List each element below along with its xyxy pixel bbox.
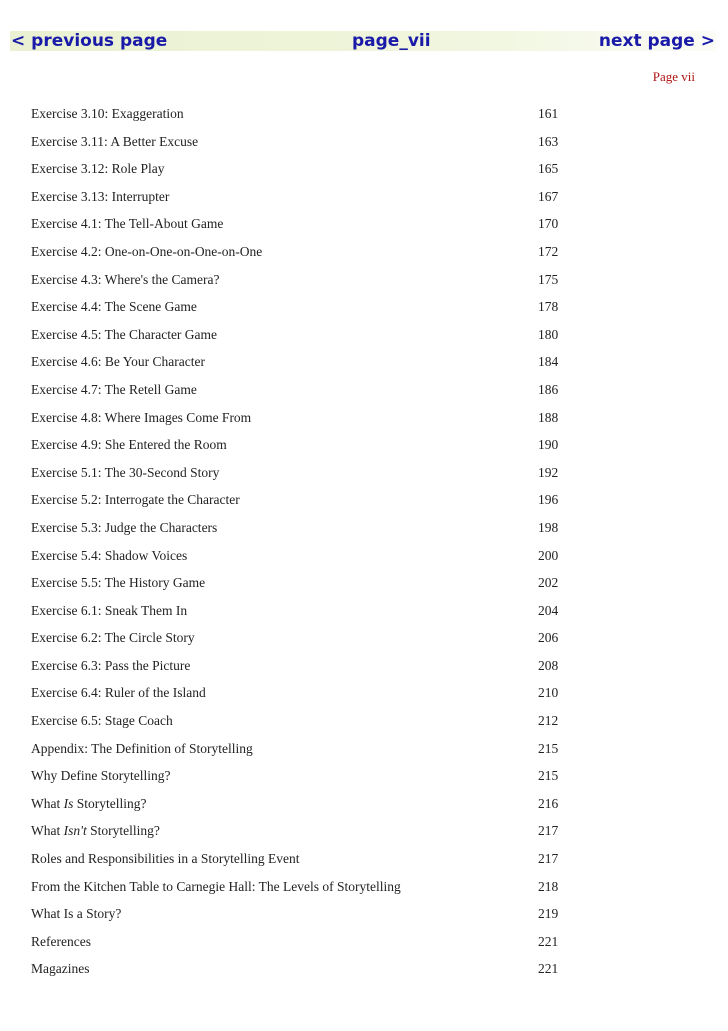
toc-entry-page-number: 167	[538, 188, 559, 204]
toc-row	[31, 741, 591, 769]
toc-entry-page-number: 215	[538, 768, 559, 784]
toc-row	[31, 327, 591, 355]
toc-entry-page-number: 215	[538, 740, 559, 756]
toc-row	[31, 575, 591, 603]
toc-entry-page-number: 200	[538, 547, 559, 563]
toc-entry-title-text: What	[31, 795, 64, 811]
toc-entry-title-emphasis: Is	[63, 795, 74, 811]
page-title: page_vii	[352, 31, 431, 51]
toc-entry-title-text: Storytelling?	[86, 823, 160, 839]
toc-entry-page-number: 165	[538, 161, 559, 177]
toc-row	[31, 713, 591, 741]
toc-entry-title[interactable]: Why Define Storytelling?	[31, 768, 171, 784]
toc-entry-page-number: 198	[538, 519, 559, 535]
toc-row	[31, 244, 591, 272]
toc-entry-title[interactable]: Exercise 5.5: The History Game	[31, 575, 206, 591]
toc-entry-page-number: 212	[538, 713, 559, 729]
toc-entry-page-number: 218	[538, 878, 559, 894]
toc-row	[31, 299, 591, 327]
toc-row	[31, 906, 591, 934]
toc-row	[31, 437, 591, 465]
toc-row	[31, 354, 591, 382]
toc-entry-title[interactable]: Exercise 6.1: Sneak Them In	[31, 602, 188, 618]
toc-entry-page-number: 163	[538, 133, 559, 149]
toc-entry-title[interactable]: Exercise 6.2: The Circle Story	[31, 630, 195, 646]
toc-row	[31, 189, 591, 217]
toc-entry-page-number: 188	[538, 409, 559, 425]
toc-row	[31, 410, 591, 438]
toc-entry-title[interactable]: Exercise 3.11: A Better Excuse	[31, 133, 199, 149]
toc-row	[31, 630, 591, 658]
toc-entry-title[interactable]: Exercise 4.8: Where Images Come From	[31, 409, 252, 425]
toc-entry-page-number: 221	[538, 933, 559, 949]
toc-entry-title[interactable]: Exercise 4.4: The Scene Game	[31, 299, 197, 315]
toc-entry-title[interactable]: Exercise 6.5: Stage Coach	[31, 713, 173, 729]
toc-entry-title[interactable]: Exercise 4.5: The Character Game	[31, 326, 218, 342]
toc-row	[31, 685, 591, 713]
toc-row	[31, 961, 591, 989]
toc-entry-title-text: What	[31, 823, 64, 839]
toc-entry-page-number: 216	[538, 795, 559, 811]
toc-row	[31, 768, 591, 796]
toc-entry-title[interactable]: Exercise 4.9: She Entered the Room	[31, 437, 227, 453]
toc-row	[31, 879, 591, 907]
toc-entry-title[interactable]: Exercise 3.10: Exaggeration	[31, 106, 184, 121]
toc-entry-title[interactable]: Appendix: The Definition of Storytelling	[31, 740, 253, 756]
toc-entry-page-number: 190	[538, 437, 559, 453]
toc-row	[31, 465, 591, 493]
toc-row	[31, 106, 591, 134]
table-of-contents	[31, 106, 591, 989]
toc-entry-title-text: Storytelling?	[73, 795, 147, 811]
toc-entry-title-emphasis: Isn't	[63, 823, 87, 839]
toc-row	[31, 161, 591, 189]
toc-entry-page-number: 178	[538, 299, 559, 315]
toc-entry-page-number: 184	[538, 354, 559, 370]
next-page-link[interactable]: next page >	[598, 31, 715, 51]
toc-entry-page-number: 170	[538, 216, 559, 232]
toc-entry-title[interactable]	[31, 823, 160, 839]
toc-entry-title[interactable]	[31, 796, 147, 812]
toc-entry-page-number: 204	[538, 602, 559, 618]
toc-entry-title[interactable]: Exercise 5.2: Interrogate the Character	[31, 492, 240, 508]
toc-entry-title[interactable]: Exercise 3.13: Interrupter	[31, 188, 170, 204]
toc-entry-page-number: 180	[538, 326, 559, 342]
toc-row	[31, 520, 591, 548]
toc-row	[31, 851, 591, 879]
page-number-label: Page vii	[652, 69, 695, 84]
toc-entry-title[interactable]: Exercise 4.3: Where's the Camera?	[31, 271, 220, 287]
toc-entry-page-number: 210	[538, 685, 559, 701]
toc-entry-title[interactable]: References	[31, 933, 91, 949]
toc-entry-page-number: 208	[538, 657, 559, 673]
toc-entry-title[interactable]: Exercise 4.1: The Tell-About Game	[31, 216, 224, 232]
toc-entry-page-number: 221	[538, 961, 559, 977]
toc-row	[31, 934, 591, 962]
previous-page-link[interactable]: < previous page	[11, 31, 168, 51]
toc-entry-page-number: 219	[538, 906, 559, 922]
toc-entry-page-number: 196	[538, 492, 559, 508]
toc-row	[31, 272, 591, 300]
toc-entry-title[interactable]: Exercise 5.4: Shadow Voices	[31, 547, 188, 563]
toc-entry-title[interactable]: Exercise 5.1: The 30-Second Story	[31, 464, 220, 480]
toc-row	[31, 603, 591, 631]
toc-row	[31, 382, 591, 410]
toc-entry-page-number: 186	[538, 381, 559, 397]
toc-row	[31, 796, 591, 824]
toc-row	[31, 548, 591, 576]
toc-entry-title[interactable]: Roles and Responsibilities in a Storytelling Event	[31, 851, 300, 867]
toc-entry-title[interactable]: From the Kitchen Table to Carnegie Hall: The Levels of Storytelling	[31, 878, 401, 894]
toc-entry-page-number: 175	[538, 271, 559, 287]
toc-entry-title[interactable]: Exercise 3.12: Role Play	[31, 161, 165, 177]
toc-entry-page-number: 217	[538, 823, 559, 839]
toc-row	[31, 134, 591, 162]
toc-entry-title[interactable]: Exercise 6.3: Pass the Picture	[31, 657, 191, 673]
toc-entry-title[interactable]: Exercise 4.7: The Retell Game	[31, 381, 197, 397]
toc-entry-page-number: 217	[538, 851, 559, 867]
toc-entry-page-number: 206	[538, 630, 559, 646]
toc-row	[31, 658, 591, 686]
toc-entry-page-number: 192	[538, 464, 559, 480]
toc-entry-title[interactable]: Exercise 6.4: Ruler of the Island	[31, 685, 206, 701]
toc-entry-page-number: 161	[538, 106, 559, 121]
toc-entry-title[interactable]: Exercise 4.2: One-on-One-on-One-on-One	[31, 243, 263, 259]
toc-row	[31, 823, 591, 851]
toc-entry-title[interactable]: Exercise 4.6: Be Your Character	[31, 354, 205, 370]
toc-row	[31, 216, 591, 244]
toc-entry-title[interactable]: Magazines	[31, 961, 90, 977]
toc-row	[31, 492, 591, 520]
toc-entry-page-number: 202	[538, 575, 559, 591]
toc-entry-title[interactable]: Exercise 5.3: Judge the Characters	[31, 519, 218, 535]
toc-entry-title[interactable]: What Is a Story?	[31, 906, 122, 922]
toc-entry-page-number: 172	[538, 243, 559, 259]
